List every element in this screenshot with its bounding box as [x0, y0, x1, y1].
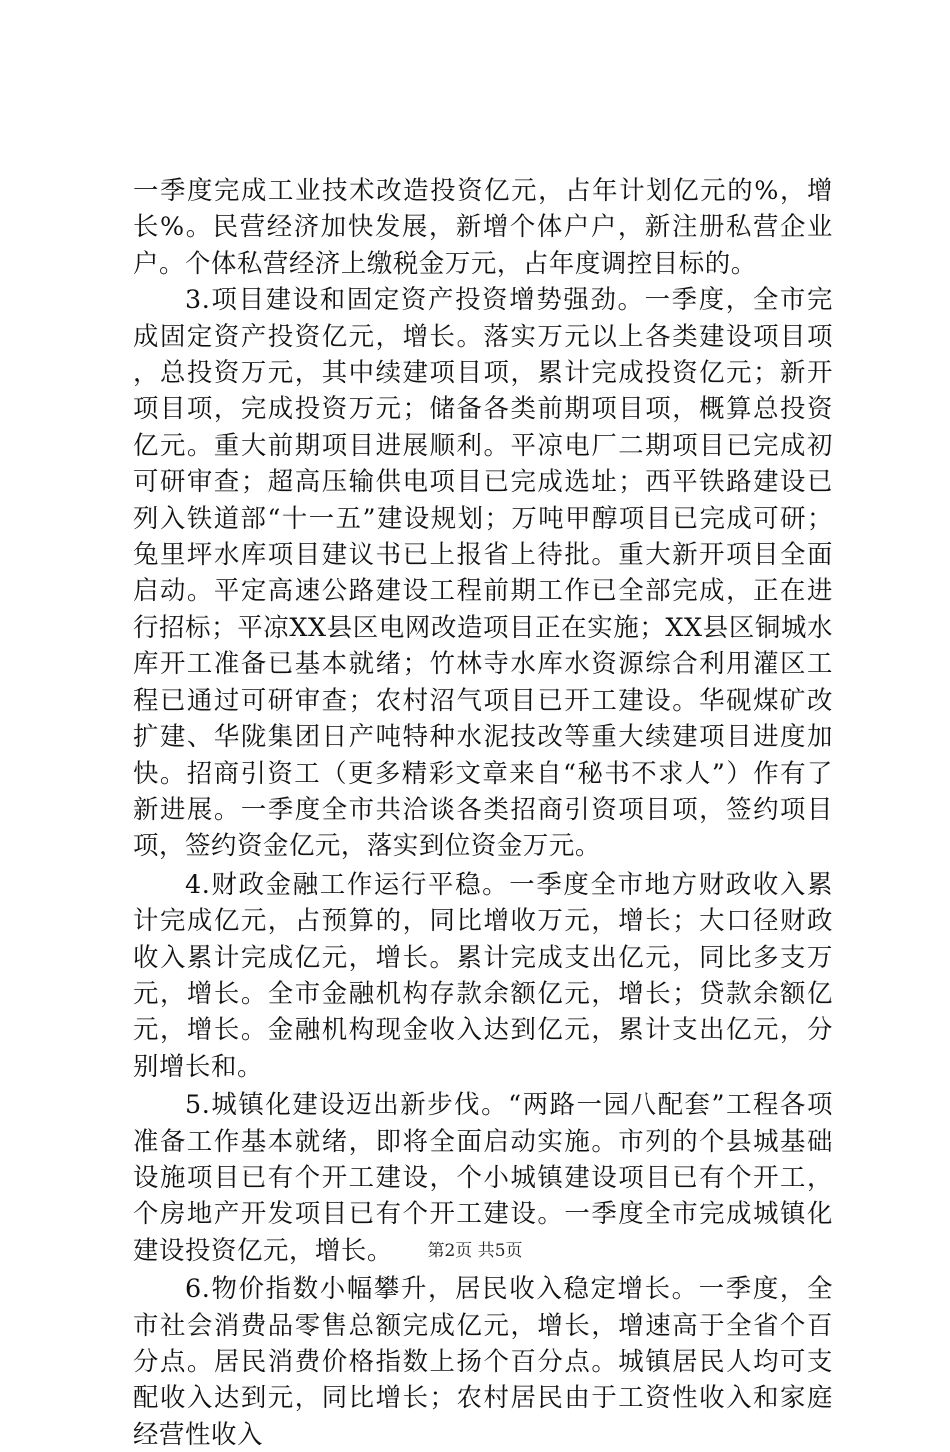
paragraph-finance: 4.财政金融工作运行平稳。一季度全市地方财政收入累计完成亿元，占预算的，同比增收万元，增长；大口径财政收入累计完成亿元，增长。累计完成支出亿元，同比多支万元，增长。全市金融机构存款余额亿元，增长；贷款余额亿元，增长。金融机构现金收入达到亿元，累计支出亿元，分别增长和。: [133, 868, 833, 1081]
page-number-label: 第2页 共5页: [427, 1241, 523, 1261]
paragraph-project-construction: 3.项目建设和固定资产投资增势强劲。一季度，全市完成固定资产投资亿元，增长。落实万元以上各类建设项目项，总投资万元，其中续建项目项，累计完成投资亿元；新开项目项，完成投资万元；储备各类前期项目项，概算总投资亿元。重大前期项目进展顺利。平凉电厂二期项目已完成初可研审查；超高压输供电项目已完成选址；西平铁路建设已列入铁道部“十一五”建设规划；万吨甲醇项目已完成可研；兔里坪水库项目建议书已上报省上待批。重大新开项目全面启动。平定高速公路建设工程前期工作已全部完成，正在进行招标；平凉XX县区电网改造项目正在实施；XX县区铜城水库开工准备已基本就绪；竹林寺水库水资源综合利用灌区工程已通过可研审查；农村沼气项目已开工建设。华砚煤矿改扩建、华陇集团日产吨特种水泥技改等重大续建项目进度加快。招商引资工（更多精彩文章来自“秘书不求人”）作有了新进展。一季度全市共洽谈各类招商引资项目项，签约项目项，签约资金亿元，落实到位资金万元。: [133, 284, 833, 861]
paragraph-urbanization: 5.城镇化建设迈出新步伐。“两路一园八配套”工程各项准备工作基本就绪，即将全面启动实施。市列的个县城基础设施项目已有个开工建设，个小城镇建设项目已有个开工，个房地产开发项目已有个开工建设。一季度全市完成城镇化建设投资亿元，增长。: [133, 1089, 833, 1265]
paragraph-continuation: 一季度完成工业技术改造投资亿元，占年计划亿元的%，增长%。民营经济加快发展，新增个体户户，新注册私营企业户。个体私营经济上缴税金万元，占年度调控目标的。: [133, 175, 833, 278]
page-footer: [0, 1240, 950, 1262]
paragraph-prices-income: 6.物价指数小幅攀升，居民收入稳定增长。一季度，全市社会消费品零售总额完成亿元，增长，增速高于全省个百分点。居民消费价格指数上扬个百分点。城镇居民人均可支配收入达到元，同比增长；农村居民由于工资性收入和家庭经营性收入: [133, 1273, 833, 1449]
